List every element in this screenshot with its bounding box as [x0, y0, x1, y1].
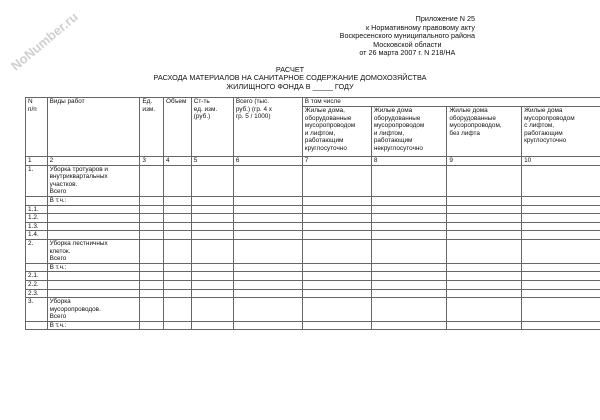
header-including: В том числе	[302, 98, 600, 107]
header-unit: Ед. изм.	[140, 98, 164, 157]
row-value-cell	[163, 280, 191, 289]
table-row	[26, 298, 600, 322]
row-value-cell	[447, 214, 522, 223]
row-work-type: В т.ч.:	[47, 263, 140, 272]
row-value-cell	[447, 239, 522, 263]
row-value-cell	[191, 196, 233, 205]
row-value-cell	[163, 222, 191, 231]
row-value-cell	[233, 214, 302, 223]
watermark: NoNumber.ru	[8, 9, 81, 74]
row-number	[26, 196, 48, 205]
row-value-cell	[522, 205, 600, 214]
table-row	[26, 272, 600, 281]
row-value-cell	[447, 222, 522, 231]
row-value-cell	[140, 165, 164, 196]
table-row	[26, 263, 600, 272]
row-value-cell	[522, 231, 600, 240]
appendix-line: Московской области	[373, 39, 442, 49]
appendix-note	[340, 15, 475, 58]
row-value-cell	[163, 165, 191, 196]
row-value-cell	[302, 272, 371, 281]
table-row	[26, 321, 600, 330]
row-number: 2.3.	[26, 289, 48, 298]
row-value-cell	[522, 321, 600, 330]
header-subcategory: Жилые дома оборудованные мусоропроводом, без лифта	[447, 107, 522, 157]
row-value-cell	[302, 222, 371, 231]
row-work-type	[47, 272, 140, 281]
row-value-cell	[140, 280, 164, 289]
row-value-cell	[233, 222, 302, 231]
row-value-cell	[233, 263, 302, 272]
row-value-cell	[371, 263, 447, 272]
row-value-cell	[233, 239, 302, 263]
row-value-cell	[163, 239, 191, 263]
row-work-type: Уборка тротуаров и внутриквартальных участков. Всего	[47, 165, 140, 196]
row-value-cell	[191, 214, 233, 223]
row-value-cell	[140, 239, 164, 263]
row-value-cell	[163, 289, 191, 298]
row-value-cell	[191, 231, 233, 240]
row-value-cell	[302, 239, 371, 263]
row-value-cell	[447, 280, 522, 289]
row-value-cell	[522, 165, 600, 196]
row-value-cell	[163, 272, 191, 281]
header-work-type: Виды работ	[47, 98, 140, 157]
row-value-cell	[447, 196, 522, 205]
row-value-cell	[191, 289, 233, 298]
column-number: 9	[447, 157, 522, 166]
row-value-cell	[302, 289, 371, 298]
row-value-cell	[522, 222, 600, 231]
table-row	[26, 289, 600, 298]
row-number: 2.	[26, 239, 48, 263]
row-number: 2.2.	[26, 280, 48, 289]
row-number: 3.	[26, 298, 48, 322]
row-work-type	[47, 222, 140, 231]
row-value-cell	[191, 165, 233, 196]
row-value-cell	[163, 298, 191, 322]
row-value-cell	[447, 298, 522, 322]
row-value-cell	[371, 196, 447, 205]
row-number: 2.1.	[26, 272, 48, 281]
row-value-cell	[371, 321, 447, 330]
row-value-cell	[233, 231, 302, 240]
row-value-cell	[447, 263, 522, 272]
row-value-cell	[522, 289, 600, 298]
table-row	[26, 165, 600, 196]
table-row	[26, 196, 600, 205]
row-work-type: В т.ч.:	[47, 196, 140, 205]
title-line: РАСХОДА МАТЕРИАЛОВ НА САНИТАРНОЕ СОДЕРЖАНИЕ ДОМОХОЗЯЙСТВА	[153, 73, 427, 83]
column-number: 1	[26, 157, 48, 166]
table-row	[26, 205, 600, 214]
column-number: 2	[47, 157, 140, 166]
row-work-type	[47, 214, 140, 223]
row-value-cell	[191, 280, 233, 289]
row-work-type	[47, 289, 140, 298]
table-row	[26, 231, 600, 240]
table-row	[26, 222, 600, 231]
table-row	[26, 214, 600, 223]
row-number: 1.3.	[26, 222, 48, 231]
row-value-cell	[140, 289, 164, 298]
table-row	[26, 280, 600, 289]
row-number	[26, 263, 48, 272]
row-number: 1.2.	[26, 214, 48, 223]
row-value-cell	[233, 272, 302, 281]
row-value-cell	[163, 231, 191, 240]
column-number: 6	[233, 157, 302, 166]
row-value-cell	[302, 196, 371, 205]
row-value-cell	[163, 205, 191, 214]
row-value-cell	[447, 289, 522, 298]
row-value-cell	[233, 196, 302, 205]
row-value-cell	[371, 239, 447, 263]
row-value-cell	[140, 196, 164, 205]
row-value-cell	[522, 263, 600, 272]
row-value-cell	[447, 272, 522, 281]
row-value-cell	[302, 263, 371, 272]
row-value-cell	[522, 239, 600, 263]
row-value-cell	[233, 298, 302, 322]
header-subcategory: Жилые дома мусоропроводом с лифтом, работающим круглосуточно	[522, 107, 600, 157]
row-value-cell	[191, 263, 233, 272]
row-number: 1.	[26, 165, 48, 196]
calculation-table	[25, 97, 600, 330]
appendix-line: Воскресенского муниципального района	[339, 31, 475, 41]
row-value-cell	[163, 263, 191, 272]
row-value-cell	[191, 298, 233, 322]
row-number: 1.1.	[26, 205, 48, 214]
appendix-line: от 26 марта 2007 г. N 218/НА	[359, 48, 456, 58]
row-value-cell	[233, 165, 302, 196]
header-num: N п/п	[26, 98, 48, 157]
row-value-cell	[302, 165, 371, 196]
row-value-cell	[163, 196, 191, 205]
header-total: Всего (тыс. руб.) (гр. 4 х гр. 5 / 1000)	[233, 98, 302, 157]
row-value-cell	[447, 165, 522, 196]
row-value-cell	[371, 165, 447, 196]
row-value-cell	[522, 280, 600, 289]
appendix-line: к Нормативному правовому акту	[366, 22, 475, 32]
row-value-cell	[140, 263, 164, 272]
row-work-type: Уборка лестничных клеток. Всего	[47, 239, 140, 263]
row-work-type: В т.ч.:	[47, 321, 140, 330]
column-number: 3	[140, 157, 164, 166]
row-value-cell	[522, 298, 600, 322]
row-value-cell	[447, 231, 522, 240]
row-work-type: Уборка мусоропроводов. Всего	[47, 298, 140, 322]
row-value-cell	[302, 298, 371, 322]
row-value-cell	[302, 321, 371, 330]
column-number: 7	[302, 157, 371, 166]
row-value-cell	[163, 321, 191, 330]
row-value-cell	[140, 231, 164, 240]
column-number: 4	[163, 157, 191, 166]
header-subcategory: Жилые дома оборудованные мусоропроводом и лифтом, работающим некруглосуточно	[371, 107, 447, 157]
header-unit-cost: Ст-ть ед. изм. (руб.)	[191, 98, 233, 157]
table-row	[26, 239, 600, 263]
row-work-type	[47, 280, 140, 289]
column-number: 5	[191, 157, 233, 166]
row-value-cell	[191, 222, 233, 231]
row-value-cell	[302, 205, 371, 214]
row-value-cell	[371, 222, 447, 231]
row-value-cell	[371, 205, 447, 214]
row-value-cell	[191, 272, 233, 281]
row-value-cell	[371, 214, 447, 223]
row-value-cell	[233, 205, 302, 214]
row-value-cell	[191, 205, 233, 214]
row-value-cell	[140, 272, 164, 281]
row-value-cell	[371, 272, 447, 281]
appendix-line: Приложение N 25	[415, 14, 475, 23]
row-value-cell	[191, 239, 233, 263]
row-value-cell	[191, 321, 233, 330]
row-work-type	[47, 231, 140, 240]
row-value-cell	[140, 222, 164, 231]
row-number	[26, 321, 48, 330]
row-number: 1.4.	[26, 231, 48, 240]
header-volume: Объем	[163, 98, 191, 157]
title-line: РАСЧЕТ	[275, 65, 305, 74]
row-value-cell	[302, 231, 371, 240]
row-value-cell	[371, 231, 447, 240]
row-value-cell	[522, 272, 600, 281]
row-value-cell	[371, 289, 447, 298]
title-line: ЖИЛИЩНОГО ФОНДА В _____ ГОДУ	[226, 81, 354, 91]
row-work-type	[47, 205, 140, 214]
row-value-cell	[163, 214, 191, 223]
document-title	[130, 66, 450, 91]
row-value-cell	[233, 289, 302, 298]
row-value-cell	[522, 214, 600, 223]
row-value-cell	[302, 280, 371, 289]
column-number: 8	[371, 157, 447, 166]
row-value-cell	[371, 280, 447, 289]
row-value-cell	[233, 280, 302, 289]
row-value-cell	[140, 205, 164, 214]
column-number: 10	[522, 157, 600, 166]
row-value-cell	[302, 214, 371, 223]
row-value-cell	[447, 205, 522, 214]
header-subcategory: Жилые дома, оборудованные мусоропроводом и лифтом, работающим круглосуточно	[302, 107, 371, 157]
row-value-cell	[140, 321, 164, 330]
row-value-cell	[447, 321, 522, 330]
row-value-cell	[522, 196, 600, 205]
row-value-cell	[371, 298, 447, 322]
row-value-cell	[140, 214, 164, 223]
row-value-cell	[140, 298, 164, 322]
row-value-cell	[233, 321, 302, 330]
